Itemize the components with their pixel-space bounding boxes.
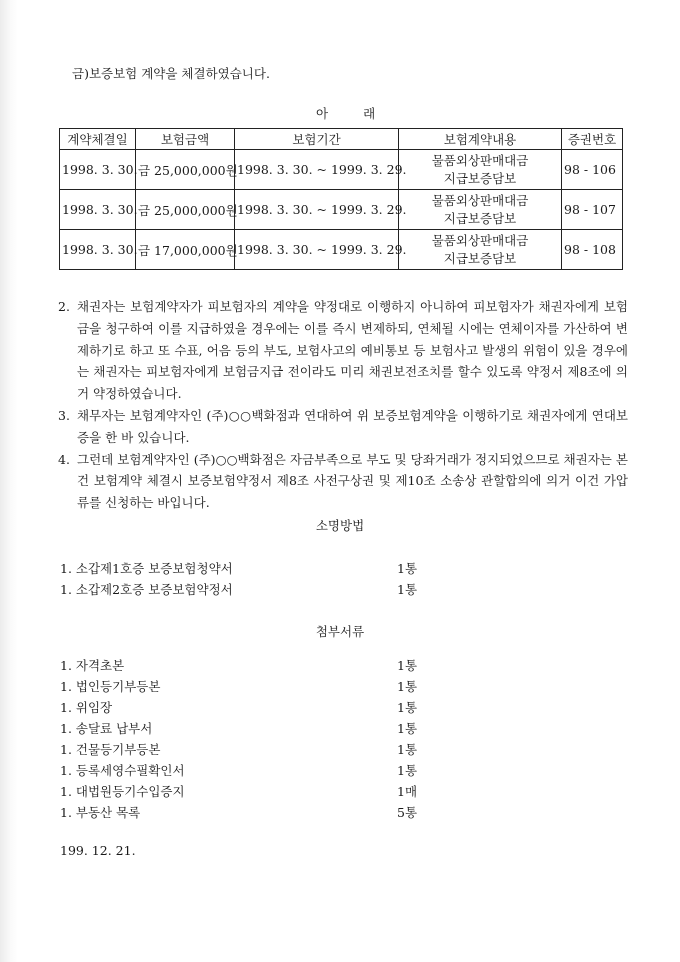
cell-date: 1998. 3. 30. <box>60 150 136 190</box>
item-label: 1. 법인등기부등본 <box>60 679 161 694</box>
header-period: 보험기간 <box>235 129 399 150</box>
table-row <box>60 150 623 190</box>
item-count: 5통 <box>397 805 418 820</box>
cell-date: 1998. 3. 30. <box>60 190 136 230</box>
list-item <box>60 718 417 739</box>
cell-amount: 금 25,000,000원 <box>136 150 235 190</box>
list-item <box>60 655 417 676</box>
cell-period: 1998. 3. 30. ~ 1999. 3. 29. <box>235 150 399 190</box>
table-heading-char-2: 래 <box>363 106 377 121</box>
item-count: 1통 <box>397 658 418 673</box>
list-item <box>60 676 417 697</box>
item-count: 1통 <box>397 700 418 715</box>
table-heading-char-1: 아 <box>316 106 330 121</box>
item-count: 1통 <box>397 582 418 597</box>
evidence-list <box>60 558 417 600</box>
attachments-title: 첨부서류 <box>315 624 365 639</box>
cell-content-line1: 물품외상판매대금 <box>431 192 529 208</box>
item-label: 1. 위임장 <box>60 700 113 715</box>
attachments-list <box>60 655 417 823</box>
item-label: 1. 대법원등기수입증지 <box>60 784 185 799</box>
table-header-row <box>60 129 623 150</box>
item-label: 1. 부동산 목록 <box>60 805 141 820</box>
contract-table <box>59 128 623 270</box>
item-count: 1매 <box>397 784 418 799</box>
paragraph-number: 3. <box>58 407 70 423</box>
cell-amount: 금 25,000,000원 <box>136 190 235 230</box>
cell-period: 1998. 3. 30. ~ 1999. 3. 29. <box>235 230 399 270</box>
item-label: 1. 송달료 납부서 <box>60 721 153 736</box>
intro-text: 금)보증보험 계약을 체결하였습니다. <box>72 66 270 81</box>
item-count: 1통 <box>397 721 418 736</box>
cell-date: 1998. 3. 30. <box>60 230 136 270</box>
item-count: 1통 <box>397 742 418 757</box>
paragraph-2 <box>58 296 628 405</box>
paragraph-text: 채무자는 보험계약자인 (주)○○백화점과 연대하여 위 보증보험계약을 이행하기로 채권자에게 연대보증을 한 바 있습니다. <box>77 407 628 445</box>
list-item <box>60 802 417 823</box>
evidence-title: 소명방법 <box>315 518 365 533</box>
cell-period: 1998. 3. 30. ~ 1999. 3. 29. <box>235 190 399 230</box>
cell-content <box>399 150 562 190</box>
header-content: 보험계약내용 <box>399 129 562 150</box>
cell-content <box>399 230 562 270</box>
body-paragraphs <box>58 296 628 514</box>
cell-cert: 98 - 107 <box>562 190 623 230</box>
list-item <box>60 781 417 802</box>
paragraph-number: 2. <box>58 299 70 314</box>
cell-content-line1: 물품외상판매대금 <box>431 152 529 168</box>
item-count: 1통 <box>397 679 418 694</box>
table-row <box>60 190 623 230</box>
page-edge-shadow <box>0 0 18 962</box>
document-date: 199. 12. 21. <box>60 843 136 858</box>
list-item <box>60 739 417 760</box>
header-amount: 보험금액 <box>136 129 235 150</box>
paragraph-3 <box>58 405 628 449</box>
paragraph-number: 4. <box>58 451 70 467</box>
list-item <box>60 760 417 781</box>
item-label: 1. 자격초본 <box>60 658 125 673</box>
paragraph-text: 그런데 보험계약자인 (주)○○백화점은 자금부족으로 부도 및 당좌거래가 정지되었으므로 채권자는 본건 보험계약 체결시 보증보험약정서 제8조 사전구상권 및 제10조 소송상 관할합의에 의거 이건 가압류를 신청하는 바입니다. <box>77 451 628 511</box>
item-label: 1. 건물등기부등본 <box>60 742 161 757</box>
item-count: 1통 <box>397 561 418 576</box>
paragraph-text: 채권자는 보험계약자가 피보험자의 계약을 약정대로 이행하지 아니하여 피보험자가 채권자에게 보험금을 청구하여 이를 지급하였을 경우에는 이를 즉시 변제하되, 연체될 시에는 연체이자를 가산하여 변제하기로 하고 또 수표, 어음 등의 부도, 보험사고의 예비통보 등 보험사고 발생의 위험이 있을 경우에는 채권자는 피보험자에게 보험금지급 전이라도 미리 채권보전조치를 할수 있도록 약정서 제8조에 의거 약정하였습니다. <box>77 299 628 402</box>
item-label: 1. 소갑제1호증 보증보험청약서 <box>60 561 233 576</box>
cell-content-line2: 지급보증담보 <box>443 250 517 266</box>
item-label: 1. 등록세영수필확인서 <box>60 763 185 778</box>
cell-content <box>399 190 562 230</box>
cell-amount: 금 17,000,000원 <box>136 230 235 270</box>
list-item <box>60 579 417 600</box>
list-item <box>60 558 417 579</box>
table-row <box>60 230 623 270</box>
table-heading <box>316 104 376 122</box>
cell-cert: 98 - 108 <box>562 230 623 270</box>
cell-cert: 98 - 106 <box>562 150 623 190</box>
header-cert: 증권번호 <box>562 129 623 150</box>
header-date: 계약체결일 <box>60 129 136 150</box>
cell-content-line1: 물품외상판매대금 <box>431 232 529 248</box>
cell-content-line2: 지급보증담보 <box>443 210 517 226</box>
item-count: 1통 <box>397 763 418 778</box>
paragraph-4 <box>58 449 628 514</box>
item-label: 1. 소갑제2호증 보증보험약정서 <box>60 582 233 597</box>
cell-content-line2: 지급보증담보 <box>443 170 517 186</box>
list-item <box>60 697 417 718</box>
